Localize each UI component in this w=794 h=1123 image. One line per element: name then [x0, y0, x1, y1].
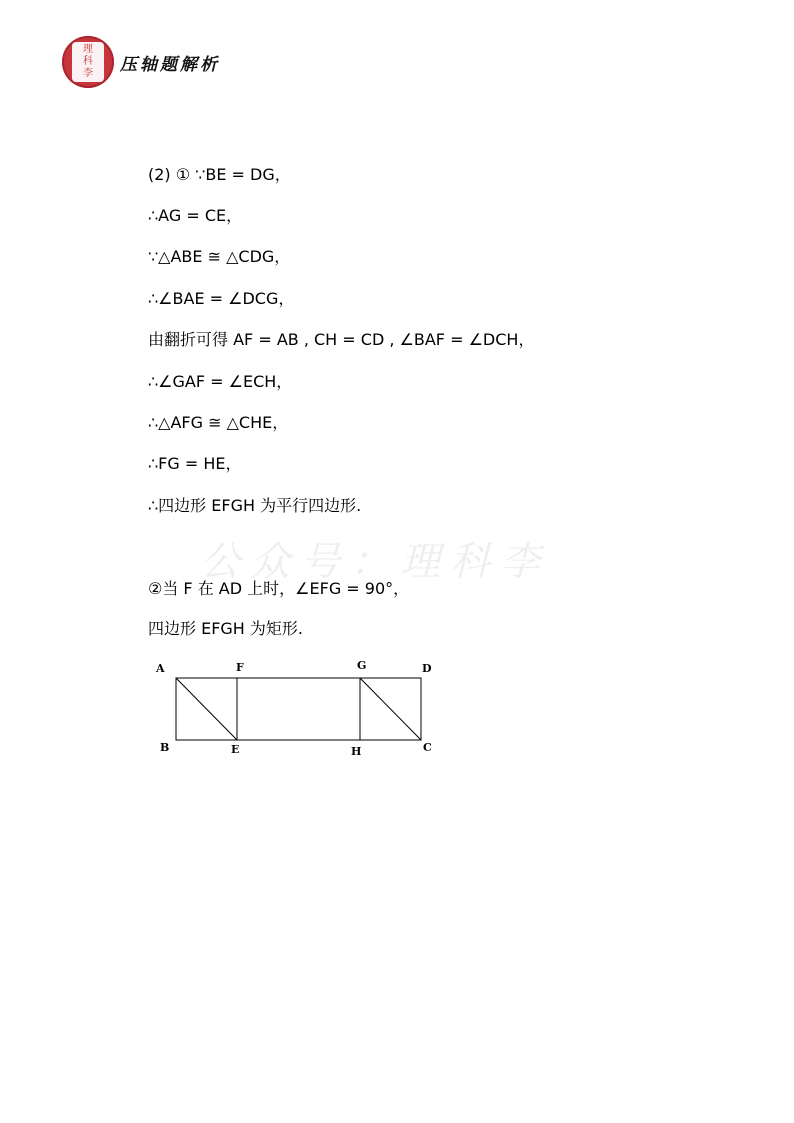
seal-char: 科	[83, 56, 93, 67]
label-b: B	[160, 741, 170, 754]
label-f: F	[236, 661, 244, 674]
watermark: 公众号：理科李	[200, 539, 550, 585]
segment-ae	[176, 678, 237, 740]
label-d: D	[422, 662, 432, 675]
solution-line: ∴△AFG ≅ △CHE，	[148, 413, 289, 432]
solution-line: ②当 F 在 AD 上时，∠EFG = 90°，	[148, 579, 410, 598]
solution-line: ∴∠GAF = ∠ECH，	[148, 372, 293, 391]
label-g: G	[357, 659, 367, 672]
header-title: 压轴题解析	[120, 54, 220, 75]
solution-line: (2) ① ∵BE = DG，	[148, 165, 291, 184]
seal-char: 李	[83, 68, 93, 79]
solution-line: 由翻折可得 AF = AB , CH = CD , ∠BAF = ∠DCH，	[148, 330, 535, 349]
segment-gc	[360, 678, 421, 740]
rectangle-abcd	[176, 678, 421, 740]
seal-char: 理	[83, 44, 93, 55]
label-e: E	[231, 743, 240, 756]
solution-line: 四边形 EFGH 为矩形.	[148, 619, 304, 638]
solution-line: ∴四边形 EFGH 为平行四边形.	[148, 496, 362, 515]
solution-line: ∴∠BAE = ∠DCG，	[148, 289, 295, 308]
solution-line: ∴AG = CE，	[148, 206, 243, 225]
label-c: C	[423, 741, 432, 754]
solution-line: ∴FG = HE，	[148, 454, 242, 473]
label-a: A	[156, 662, 165, 675]
label-h: H	[351, 745, 362, 758]
solution-line: ∵△ABE ≅ △CDG，	[148, 247, 291, 266]
